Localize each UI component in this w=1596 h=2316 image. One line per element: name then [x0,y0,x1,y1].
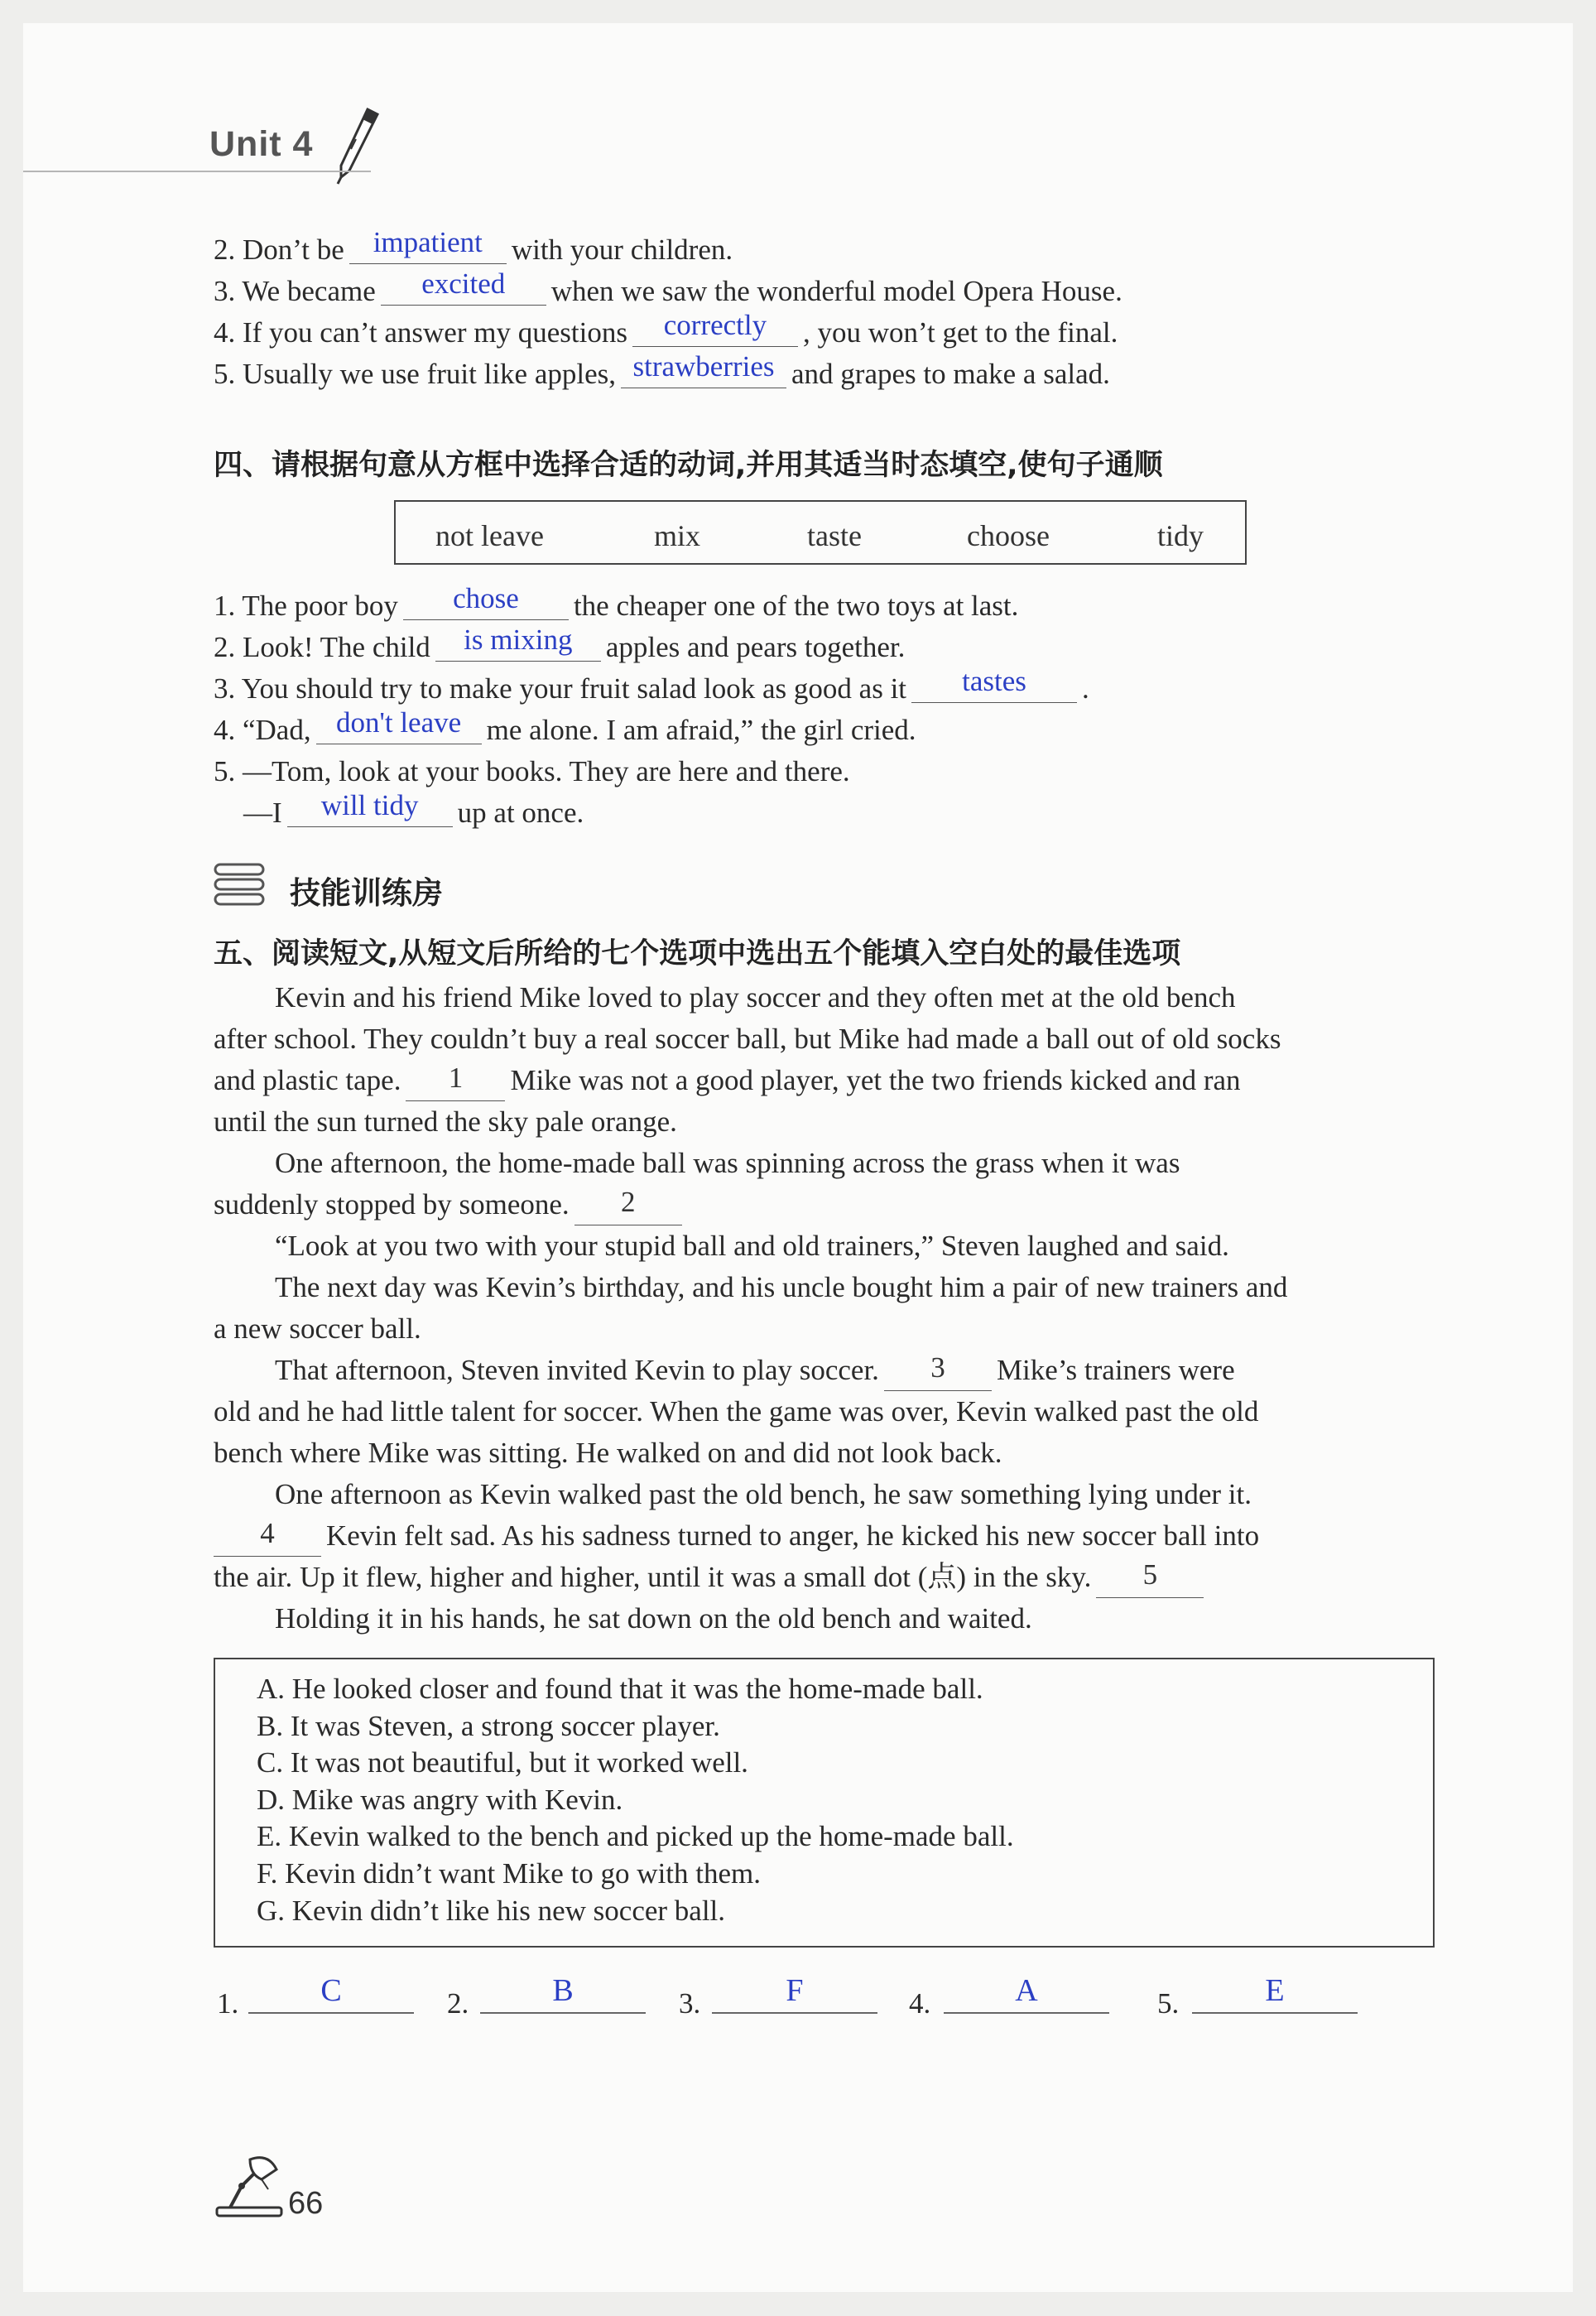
option-a: A. He looked closer and found that it was the home-made ball. [257,1673,983,1705]
answer-label: 3. [679,1987,701,2020]
word-option: choose [967,519,1050,552]
header-rule [23,171,371,172]
answer-value[interactable]: B [552,1973,574,2008]
s4-item-5-reply: —I will tidy up at once. [243,789,584,829]
answer-underline [1192,2012,1358,2014]
page-number: 66 [288,2186,324,2221]
answer-blank[interactable]: chose [403,591,569,620]
option-b: B. It was Steven, a strong soccer player. [257,1710,720,1742]
unit-title: Unit 4 [209,124,314,164]
section-5-title: 五、阅读短文,从短文后所给的七个选项中选出五个能填入空白处的最佳选项 [214,937,1181,970]
answer-label: 5. [1157,1987,1180,2020]
passage-blank[interactable]: 4 [214,1528,321,1557]
answer-value[interactable]: F [786,1973,804,2008]
option-e: E. Kevin walked to the bench and picked up the home-made ball. [257,1820,1014,1852]
answer-label: 4. [909,1987,931,2020]
passage-blank[interactable]: 2 [574,1197,682,1225]
answer-blank[interactable]: impatient [349,235,507,264]
section-4-title: 四、请根据句意从方框中选择合适的动词,并用其适当时态填空,使句子通顺 [214,449,1163,482]
option-c: C. It was not beautiful, but it worked well. [257,1746,748,1779]
answer-underline [712,2012,877,2014]
passage: Kevin and his friend Mike loved to play soccer and they often met at the old bench after school. They couldn’t buy a real soccer ball, but Mike had made a ball out of old socks and plastic tape. 1 Mike was not a good player, yet the two friends kicked and ran until the sun turned the sky pale orange. One afternoon, the home-made ball was spinning across the grass when it was suddenly stopped by someone. 2 “Look at you two with your stupid ball and old trainers,” Steven laughed and said. The next day was Kevin’s birthday, and his uncle bought him a pair of new trainers and a new soccer ball. That afternoon, Steven invited Kevin to play soccer. 3 Mike’s trainers were old and he had little talent for soccer. When the game was over, Kevin walked past the old bench where Mike was sitting. He walked on and did not look back. One afternoon as Kevin walked past the old bench, he saw something lying under it. 4 Kevin felt sad. As his sadness turned to anger, he kicked his new soccer ball into the air. Up it flew, higher and higher, until it was a small dot (点) in the sky. 5 Holding it in his hands, he sat down on the old bench and waited. [214,981,1288,1635]
s4-item-4: 4. “Dad, don't leave me alone. I am afraid,” the girl cried. [214,706,916,746]
answer-label: 1. [217,1987,239,2020]
answer-blank[interactable]: will tidy [287,798,453,827]
option-g: G. Kevin didn’t like his new soccer ball. [257,1895,726,1927]
option-d: D. Mike was angry with Kevin. [257,1784,623,1816]
skills-heading: 技能训练房 [290,875,443,911]
s4-item-5: 5. —Tom, look at your books. They are here and there. [214,755,850,787]
answer-blank[interactable]: tastes [911,674,1077,703]
word-option: taste [807,519,862,552]
answer-blank[interactable]: is mixing [435,633,601,662]
word-option: not leave [435,519,544,552]
s3-item-2: 2. Don’t be impatient with your children. [214,226,733,266]
s4-item-1: 1. The poor boy chose the cheaper one of the two toys at last. [214,582,1019,622]
answer-blank[interactable]: strawberries [621,359,786,388]
answer-label: 2. [447,1987,469,2020]
lamp-icon [214,2153,285,2223]
answer-value[interactable]: C [320,1973,342,2008]
s4-item-3: 3. You should try to make your fruit salad look as good as it tastes . [214,665,1089,705]
answer-blank[interactable]: correctly [632,318,798,347]
answer-underline [480,2012,646,2014]
skills-icon [214,861,265,913]
passage-blank[interactable]: 3 [884,1362,992,1391]
answer-value[interactable]: E [1265,1973,1285,2008]
answer-underline [944,2012,1109,2014]
pen-icon [331,106,382,190]
answer-blank[interactable]: excited [381,277,546,306]
option-f: F. Kevin didn’t want Mike to go with them. [257,1857,762,1890]
answer-value[interactable]: A [1015,1973,1038,2008]
passage-blank[interactable]: 1 [406,1072,505,1101]
answer-underline [248,2012,414,2014]
word-option: tidy [1157,519,1204,552]
s3-item-5: 5. Usually we use fruit like apples, strawberries and grapes to make a salad. [214,350,1110,390]
options-box [214,1658,1435,1948]
word-option: mix [654,519,701,552]
passage-blank[interactable]: 5 [1096,1569,1204,1598]
s3-item-3: 3. We became excited when we saw the wonderful model Opera House. [214,267,1122,307]
s4-item-2: 2. Look! The child is mixing apples and pears together. [214,624,906,663]
word-box [394,500,1247,565]
s3-item-4: 4. If you can’t answer my questions correctly , you won’t get to the final. [214,309,1118,349]
answer-blank[interactable]: don't leave [316,715,482,744]
